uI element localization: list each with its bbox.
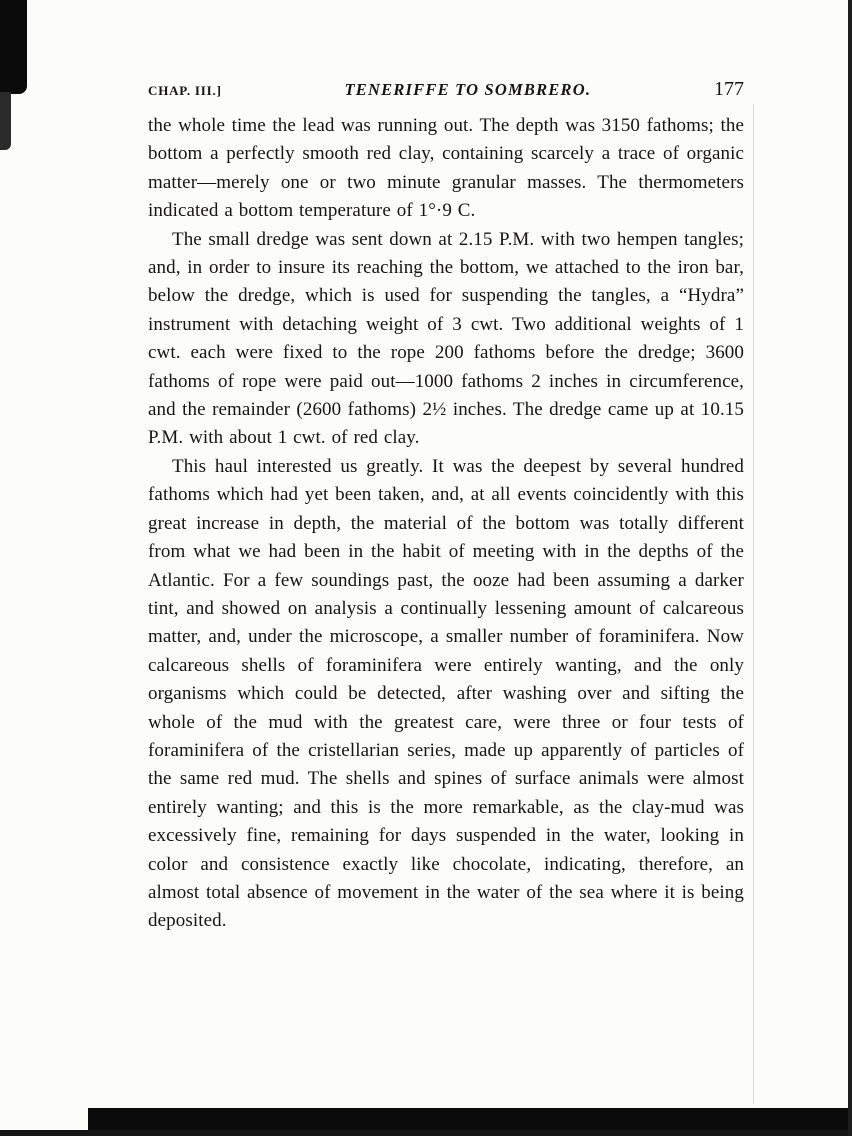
running-title: TENERIFFE TO SOMBRERO. xyxy=(344,80,592,99)
scan-artifact-page-rule xyxy=(753,104,754,1104)
paragraph: The small dredge was sent down at 2.15 P.M. with two hempen tangles; and, in order to insure its reaching the bottom, we attached to the iron bar, below the dredge, which is used for suspending the tangles, a “Hydra” instrument with detaching weight of 3 cwt. Two additional weights of 1 cwt. each were fixed to the rope 200 fathoms before the dredge; 3600 fathoms of rope were paid out—1000 fathoms 2 inches in circumference, and the remainder (2600 fathoms) 2½ inches. The dredge came up at 10.15 P.M. with about 1 cwt. of red clay. xyxy=(148,228,744,449)
paragraph: This haul interested us greatly. It was the deepest by several hundred fathoms which had yet been taken, and, at all events coincidently with this great increase in depth, the material of the bottom was totally different from what we had been in the habit of meeting with in the depths of the Atlantic. For a few soundings past, the ooze had been assuming a darker tint, and showed on analysis a continually lessening amount of calcareous matter, and, under the microscope, a smaller number of foraminifera. Now calcareous shells of foraminifera were entirely wanting, and the only organisms which could be detected, after washing over and sifting the whole of the mud with the greatest care, were three or four tests of foraminifera of the cristellarian series, made up apparently of particles of the same red mud. The shells and spines of surface animals were almost entirely wanting; and this is the more remarkable, as the clay-mud was excessively fine, remaining for days suspended in the water, looking in color and consistence exactly like chocolate, indicating, therefore, an almost total absence of movement in the water of the sea where it is being deposited. xyxy=(148,455,744,932)
chapter-label: CHAP. III.] xyxy=(148,83,222,98)
paragraph: the whole time the lead was running out. The depth was 3150 fathoms; the bottom a perfectly smooth red clay, containing scarcely a trace of organic matter—merely one or two minute granular masses. The thermometers indicated a bottom temperature of 1°·9 C. xyxy=(148,115,744,222)
scan-artifact-bottom-edge xyxy=(0,1130,852,1136)
body-text xyxy=(148,112,744,936)
scan-artifact-left-strip xyxy=(0,92,11,150)
scan-artifact-top-left xyxy=(0,0,27,94)
page-header xyxy=(148,78,744,101)
page-number: 177 xyxy=(714,78,744,100)
scan-artifact-right-edge xyxy=(848,0,852,1136)
